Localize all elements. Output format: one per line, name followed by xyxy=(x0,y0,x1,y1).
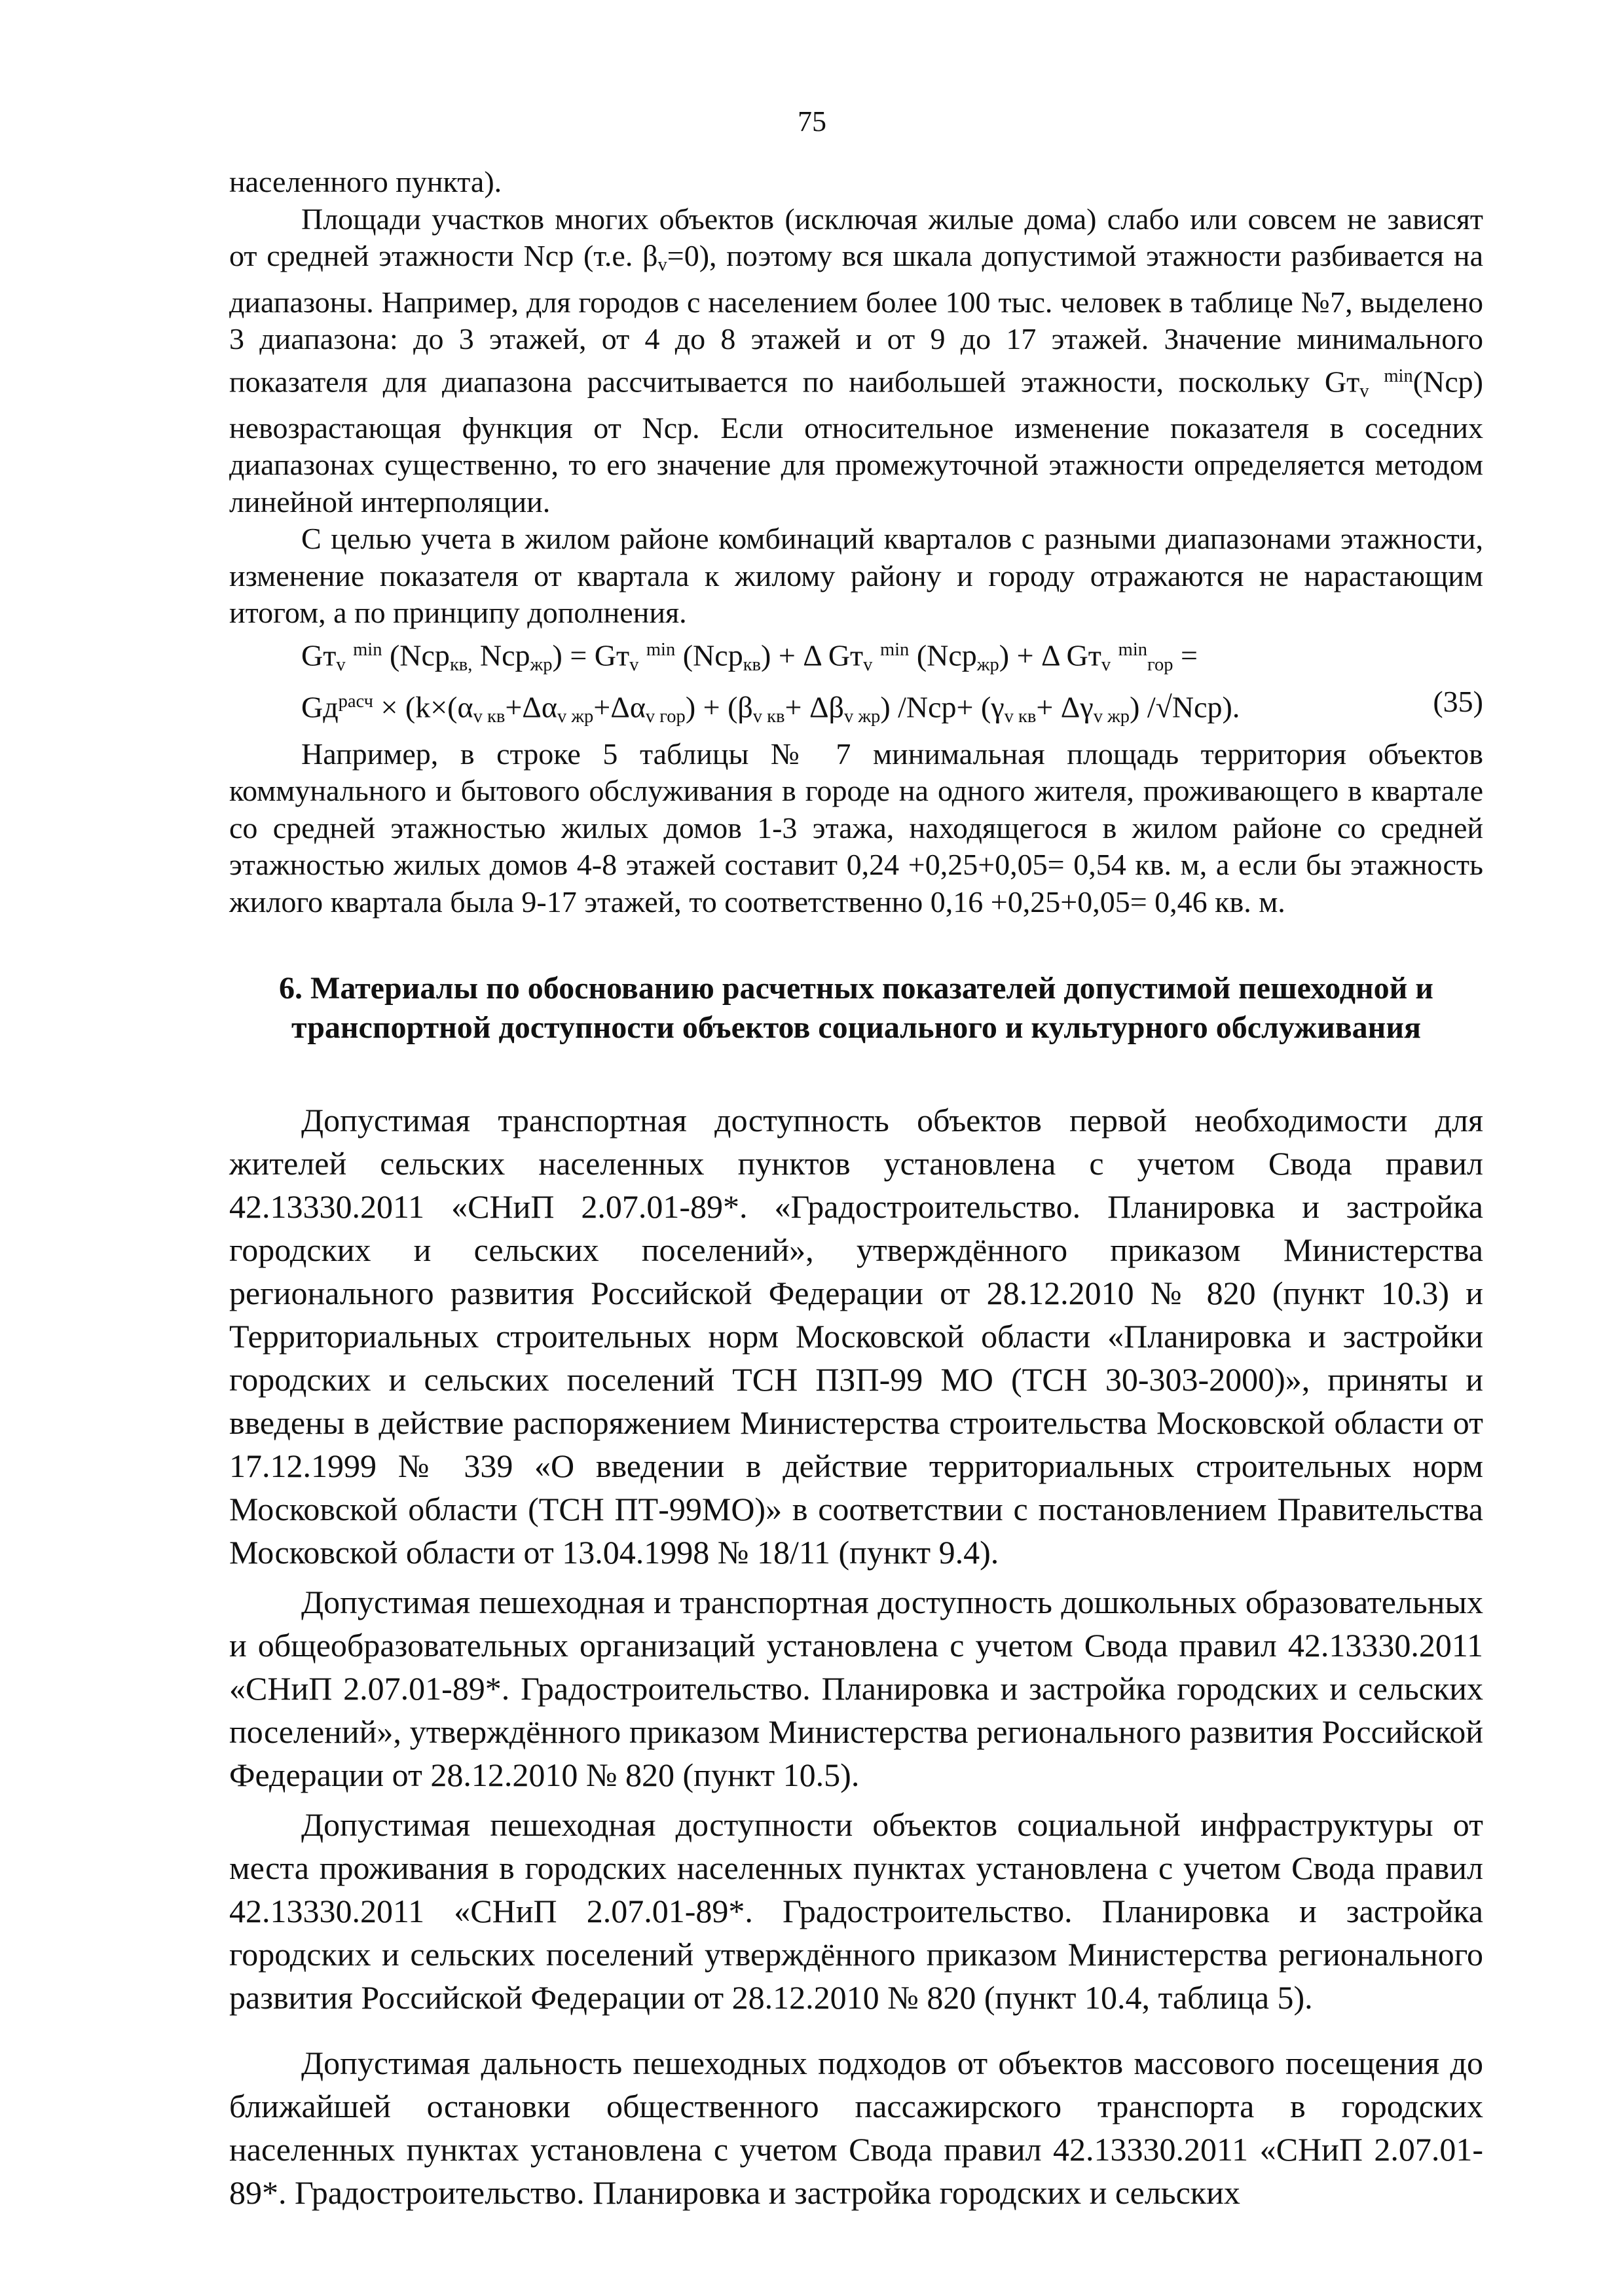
paragraph-continuation: населенного пункта). xyxy=(229,165,502,198)
page-number: 75 xyxy=(798,105,826,137)
paragraph-schools-access: Допустимая пешеходная и транспортная доступность дошкольных образовательных и общеобразовательных организаций установлена с учетом Свода правил 42.13330.2011 «СНиП 2.07.01-89*. Градостроительство. Планировка и застройка городских и сельских поселений», утверждённого приказом Министерства регионального развития Российской Федерации от 28.12.2010 № 820 (пункт 10.5). xyxy=(229,1584,1483,1794)
paragraph-social-access: Допустимая пешеходная доступности объектов социальной инфраструктуры от места проживания в городских населенных пунктах установлена с учетом Свода правил 42.13330.2011 «СНиП 2.07.01-89*. Градостроительство. Планировка и застройка городских и сельских поселений утверждённого приказом Министерства регионального развития Российской Федерации от 28.12.2010 № 820 (пункт 10.4, таблица 5). xyxy=(229,1806,1483,2016)
document-body xyxy=(229,164,1483,2214)
formula-line-1: $Gт_v$ $^{min}$ (Nср$_{кв,}$ $Nср_{жр}) = Gт_v$ $^{min}$ (Nср$_{кв}$) + Δ $Gт_v$ $^{min}$ (Nср$_{жр}$) + Δ $Gт_v$ $^{min}_{гор}$ = xyxy=(301,638,1198,675)
paragraph-example: Например, в строке 5 таблицы № 7 минимальная площадь территория объектов коммунального и бытового обслуживания в городе на одного жителя, проживающего в квартале со средней этажностью жилых домов 1-3 этажа, находящегося в жилом районе со средней этажностью жилых домов 4-8 этажей составит 0,24 +0,25+0,05= 0,54 кв. м, а если бы этажность жилого квартала была 9-17 этажей, то соответственно 0,16 +0,25+0,05= 0,46 кв. м. xyxy=(229,737,1483,919)
upper-block xyxy=(229,164,1483,920)
paragraph-combinations: С целью учета в жилом районе комбинаций кварталов с разными диапазонами этажности, изменение показателя от квартала к жилому району и городу отражаются не нарастающим итогом, а по принципу дополнения. xyxy=(229,522,1483,630)
paragraph-transport-access: Допустимая транспортная доступность объектов первой необходимости для жителей сельских населенных пунктов установлена с учетом Свода правил 42.13330.2011 «СНиП 2.07.01-89*. «Градостроительство. Планировка и застройка городских и сельских поселений», утверждённого приказом Министерства регионального развития Российской Федерации от 28.12.2010 № 820 (пункт 10.3) и Территориальных строительных норм Московской области «Планировка и застройки городских и сельских поселений ТСН ПЗП-99 МО (ТСН 30-303-2000)», приняты и введены в действие распоряжением Министерства строительства Московской области от 17.12.1999 № 339 «О введении в действие территориальных строительных норм Московской области (ТСН ПТ-99МО)» в соответствии с постановлением Правительства Московской области от 13.04.1998 № 18/11 (пункт 9.4). xyxy=(229,1102,1483,1571)
equation-number: (35) xyxy=(1433,685,1483,719)
formula-line-2: $Gд^{расч} \times (k\times(\alpha_{v кв}+\Delta\alpha_{v жр}+\Delta\alpha_{v гор}) + (\beta_{v кв}+ \Delta\beta_{v жр})$ $/Nср+ (\gamma_{v кв}+ \Delta\gamma_{v жр})$ /√Nср). (35) xyxy=(301,685,1483,727)
section-heading: 6. Материалы по обоснованию расчетных показателей допустимой пешеходной и транспортной доступности объектов социального и культурного обслуживания xyxy=(279,971,1433,1046)
paragraph-transit-stops: Допустимая дальность пешеходных подходов от объектов массового посещения до ближайшей остановки общественного пассажирского транспорта в городских населенных пунктах установлена с учетом Свода правил 42.13330.2011 «СНиП 2.07.01-89*. Градостроительство. Планировка и застройка городских и сельских xyxy=(229,2045,1483,2212)
paragraph-floors-ranges: Площади участков многих объектов (исключая жилые дома) слабо или совсем не зависят от средней этажности Nср (т.е. $\beta_v=0$), поэтому вся шкала допустимой этажности разбивается на диапазоны. Например, для городов с населением более 100 тыс. человек в таблице №7, выделено 3 диапазона: до 3 этажей, от 4 до 8 этажей и от 9 до 17 этажей. Значение минимального показателя для диапазона рассчитывается по наибольшей этажности, поскольку $Gт_v$ $^{min}$(Nср) невозрастающая функция от Nср. Если относительное изменение показателя в соседних диапазонах существенно, то его значение для промежуточной этажности определяется методом линейной интерполяции. xyxy=(229,202,1483,519)
lower-block xyxy=(229,1099,1483,2214)
